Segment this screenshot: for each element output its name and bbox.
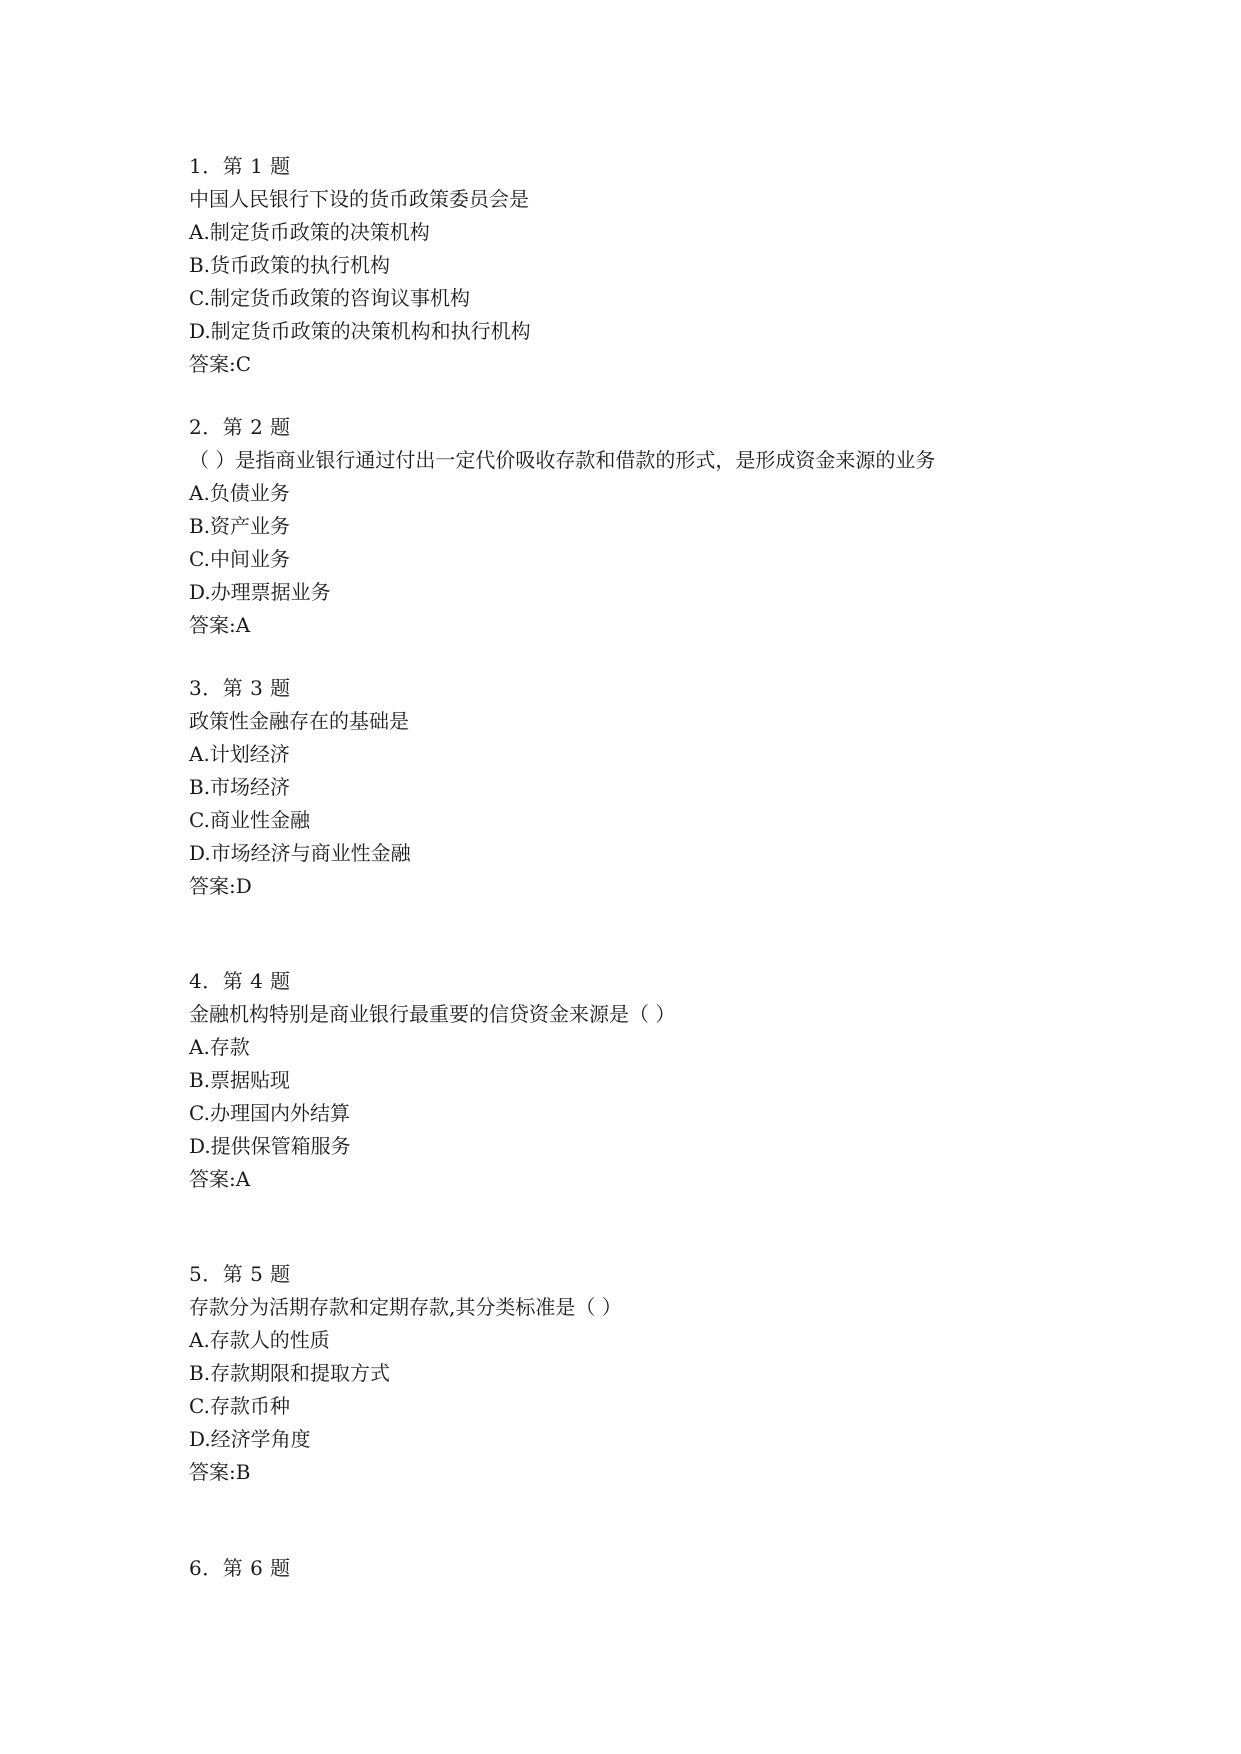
question-title: 6．第 6 题 <box>189 1556 291 1580</box>
option-c: C.中间业务 <box>189 547 290 571</box>
option-b: B.资产业务 <box>189 514 291 538</box>
question-stem: 金融机构特别是商业银行最重要的信贷资金来源是（ ） <box>189 1002 676 1026</box>
option-c: C.商业性金融 <box>189 808 310 832</box>
question-title: 5．第 5 题 <box>189 1262 291 1286</box>
option-b: B.票据贴现 <box>189 1068 291 1092</box>
question-title: 1．第 1 题 <box>189 154 291 178</box>
option-d: D.市场经济与商业性金融 <box>189 841 411 865</box>
option-a: A.存款 <box>189 1035 250 1059</box>
question-1 <box>189 150 1089 381</box>
option-c: C.制定货币政策的咨询议事机构 <box>189 286 470 310</box>
question-title: 3．第 3 题 <box>189 676 291 700</box>
option-a: A.制定货币政策的决策机构 <box>189 220 430 244</box>
question-3 <box>189 672 1089 903</box>
question-stem: 政策性金融存在的基础是 <box>189 709 409 733</box>
option-a: A.负债业务 <box>189 481 290 505</box>
option-b: B.货币政策的执行机构 <box>189 253 391 277</box>
question-title: 4．第 4 题 <box>189 969 291 993</box>
question-stem: （ ）是指商业银行通过付出一定代价吸收存款和借款的形式，是形成资金来源的业务 <box>189 448 936 472</box>
question-2 <box>189 411 1089 642</box>
option-a: A.计划经济 <box>189 742 290 766</box>
answer: 答案:B <box>189 1460 251 1484</box>
option-d: D.办理票据业务 <box>189 580 331 604</box>
option-b: B.存款期限和提取方式 <box>189 1361 391 1385</box>
question-title: 2．第 2 题 <box>189 415 291 439</box>
question-4 <box>189 965 1089 1196</box>
answer: 答案:D <box>189 874 252 898</box>
answer: 答案:C <box>189 352 252 376</box>
option-b: B.市场经济 <box>189 775 291 799</box>
option-c: C.存款币种 <box>189 1394 290 1418</box>
answer: 答案:A <box>189 613 251 637</box>
option-d: D.经济学角度 <box>189 1427 311 1451</box>
question-stem: 中国人民银行下设的货币政策委员会是 <box>189 187 529 211</box>
option-a: A.存款人的性质 <box>189 1328 330 1352</box>
option-d: D.提供保管箱服务 <box>189 1134 351 1158</box>
question-5 <box>189 1258 1089 1489</box>
option-d: D.制定货币政策的决策机构和执行机构 <box>189 319 531 343</box>
option-c: C.办理国内外结算 <box>189 1101 350 1125</box>
question-stem: 存款分为活期存款和定期存款,其分类标准是（ ） <box>189 1295 622 1319</box>
answer: 答案:A <box>189 1167 251 1191</box>
question-6 <box>189 1552 1089 1585</box>
